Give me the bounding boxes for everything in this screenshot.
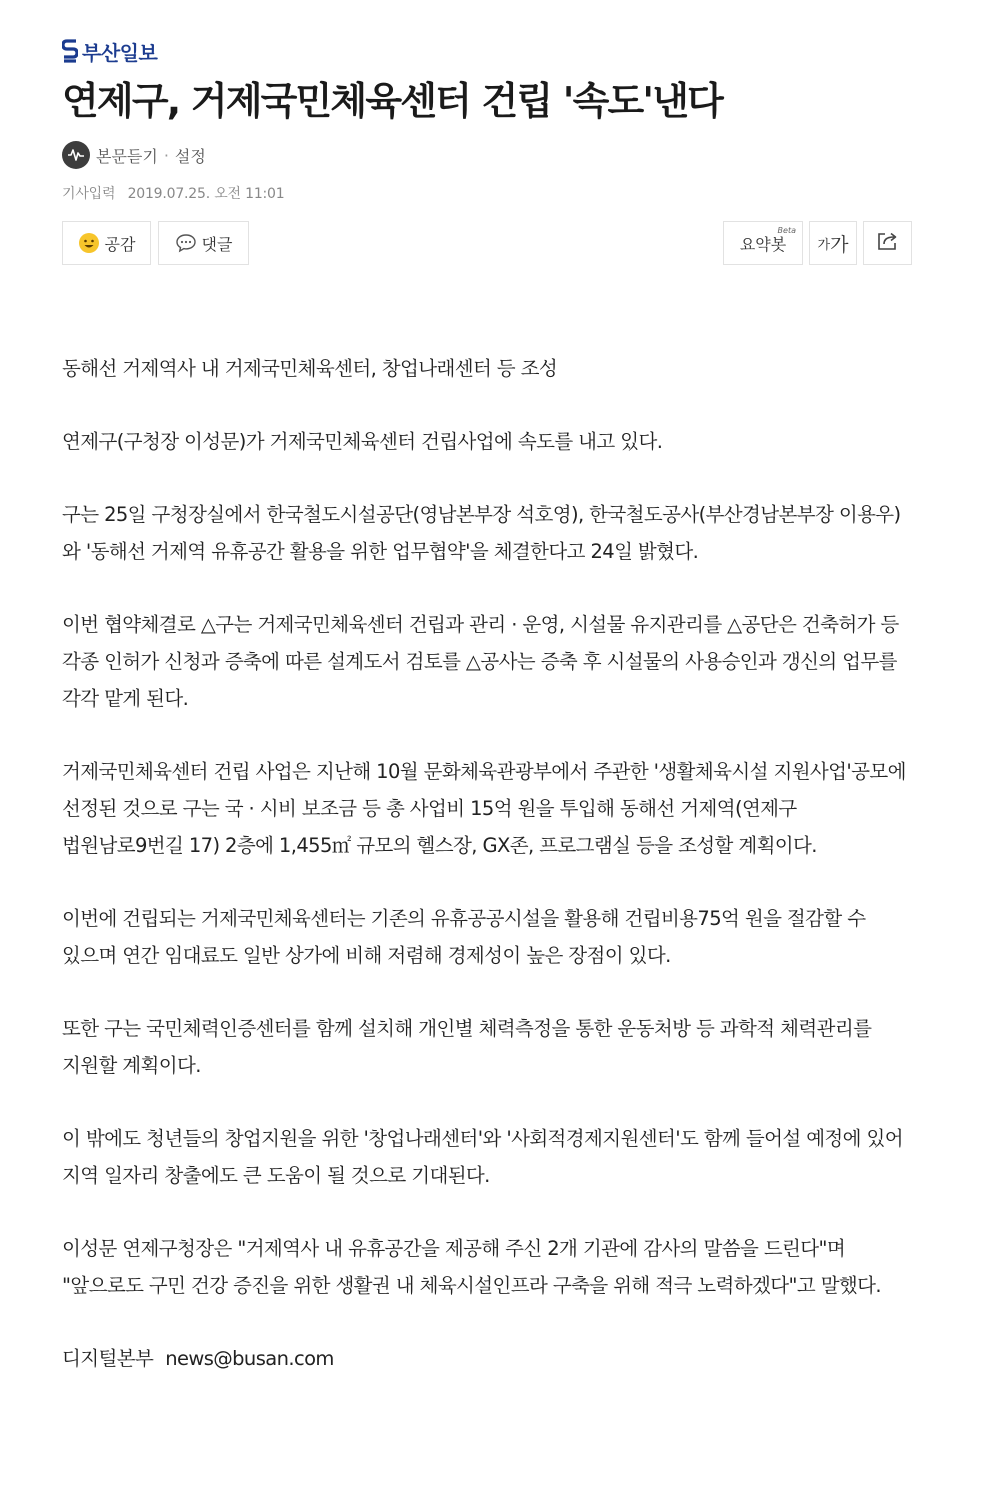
comment-label: 댓글 [201,234,233,254]
like-button[interactable] [62,221,151,265]
article-byline [62,1340,912,1377]
comment-button[interactable] [158,221,249,265]
share-button[interactable] [863,221,912,265]
body-paragraph: 또한 구는 국민체력인증센터를 함께 설치해 개인별 체력측정을 통한 운동처방 등 과학적 체력관리를 지원할 계획이다. [62,1017,872,1077]
body-paragraph: 구는 25일 구청장실에서 한국철도시설공단(영남본부장 석호영), 한국철도공사(부산경남본부장 이용우)와 '동해선 거제역 유휴공간 활용을 위한 업무협약'을 체결한다고 24일 밝혔다. [62,503,901,563]
beta-badge: Beta [777,226,796,235]
article-actions [62,221,912,267]
press-name: 부산일보 [82,40,158,65]
article-body [62,350,912,1377]
byline-email: news@busan.com [165,1347,334,1370]
body-paragraph: 연제구(구청장 이성문)가 거제국민체육센터 건립사업에 속도를 내고 있다. [62,430,663,453]
body-paragraph: 이번에 건립되는 거제국민체육센터는 기존의 유휴공공시설을 활용해 건립비용75억 원을 절감할 수 있으며 연간 임대료도 일반 상가에 비해 저렴해 경제성이 높은 장점이 있다. [62,907,866,967]
byline-department: 디지털본부 [62,1347,154,1370]
font-size-large-glyph: 가 [830,233,849,256]
listen-settings-button[interactable]: 설정 [174,146,206,166]
date-label: 기사입력 [62,186,116,202]
like-label: 공감 [104,234,136,254]
busan-ilbo-logo-icon [62,39,78,63]
body-paragraph: 이 밖에도 청년들의 창업지원을 위한 '창업나래센터'와 '사회적경제지원센터'도 함께 들어설 예정에 있어 지역 일자리 창출에도 큰 도움이 될 것으로 기대된다. [62,1127,903,1187]
article-title: 연제구, 거제국민체육센터 건립 '속도'낸다 [62,79,723,123]
body-paragraph: 거제국민체육센터 건립 사업은 지난해 10월 문화체육관광부에서 주관한 '생활체육시설 지원사업'공모에 선정된 것으로 구는 국 · 시비 보조금 등 총 사업비 15억 원을 투입해 동해선 거제역(연제구 법원남로9번길 17) 2층에 1,455㎡ 규모의 헬스장, GX존, 프로그램실 등을 조성할 계획이다. [62,760,906,857]
share-icon [876,230,900,256]
summary-bot-label: 요약봇 [739,234,787,254]
body-paragraph: 이성문 연제구청장은 "거제역사 내 유휴공간을 제공해 주신 2개 기관에 감사의 말씀을 드린다"며 "앞으로도 구민 건강 증진을 위한 생활권 내 체육시설인프라 구축을 위해 적극 노력하겠다"고 말했다. [62,1237,882,1297]
article-subtitle: 동해선 거제역사 내 거제국민체육센터, 창업나래센터 등 조성 [62,357,558,380]
date-value: 2019.07.25. 오전 11:01 [127,186,285,202]
article-date [62,183,284,203]
listen-button[interactable]: 본문듣기 [96,146,158,166]
press-logo[interactable] [62,38,157,64]
body-paragraph: 이번 협약체결로 △구는 거제국민체육센터 건립과 관리 · 운영, 시설물 유지관리를 △공단은 건축허가 등 각종 인허가 신청과 증축에 따른 설계도서 검토를 △공사는 증축 후 시설물의 사용승인과 갱신의 업무를 각각 맡게 된다. [62,613,899,710]
summary-bot-button[interactable] [723,221,803,265]
audio-player-icon[interactable] [62,141,90,169]
smile-emoji-icon [78,232,100,254]
font-size-small-glyph: 가 [817,237,831,253]
speech-bubble-icon [175,233,197,253]
font-size-button[interactable] [809,221,857,265]
separator: · [163,145,169,165]
listen-toolbar [62,141,206,169]
